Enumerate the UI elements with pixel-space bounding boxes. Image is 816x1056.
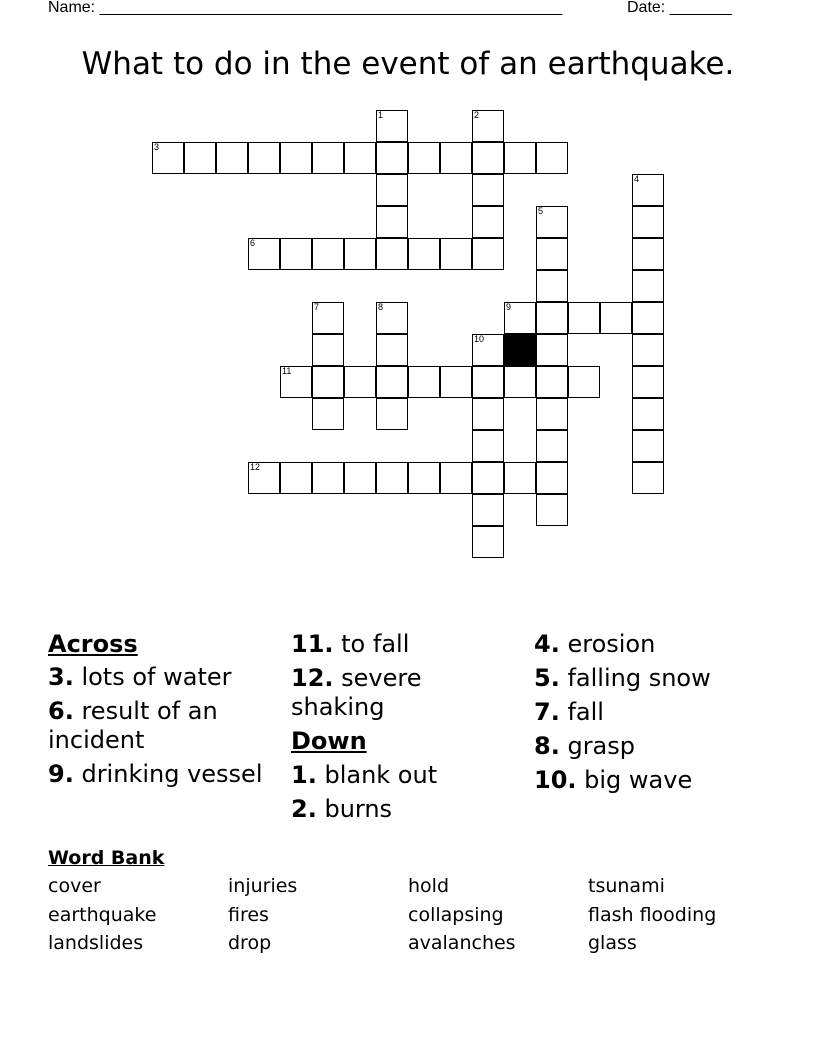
grid-cell[interactable]	[312, 238, 344, 270]
grid-cell[interactable]	[376, 206, 408, 238]
grid-cell[interactable]	[536, 302, 568, 334]
grid-cell[interactable]	[472, 174, 504, 206]
word-bank-item: hold	[408, 875, 450, 897]
word-bank-item: flash flooding	[588, 904, 717, 926]
grid-cell[interactable]	[632, 238, 664, 270]
clue-number: 1	[378, 110, 384, 120]
grid-cell[interactable]	[440, 462, 472, 494]
grid-cell[interactable]	[536, 462, 568, 494]
grid-cell[interactable]	[312, 334, 344, 366]
grid-cell[interactable]	[152, 142, 184, 174]
grid-cell[interactable]	[504, 142, 536, 174]
grid-cell[interactable]	[248, 142, 280, 174]
grid-cell[interactable]	[184, 142, 216, 174]
grid-cell[interactable]	[440, 238, 472, 270]
word-bank-item: drop	[228, 932, 272, 954]
word-bank-item: earthquake	[48, 904, 157, 926]
grid-cell[interactable]	[472, 334, 504, 366]
grid-cell[interactable]	[536, 206, 568, 238]
clues-column-3	[534, 630, 794, 800]
clue-number: 3	[154, 142, 160, 152]
grid-cell[interactable]	[440, 142, 472, 174]
word-bank-item: tsunami	[588, 875, 665, 897]
grid-cell[interactable]	[408, 142, 440, 174]
word-bank-item: avalanches	[408, 932, 516, 954]
clue-down-7: 7. fall	[534, 698, 604, 726]
clue-across-6: 6. result of an incident	[48, 697, 218, 754]
clue-number: 8	[378, 302, 384, 312]
grid-cell[interactable]	[632, 174, 664, 206]
grid-cell[interactable]	[600, 302, 632, 334]
grid-cell[interactable]	[312, 142, 344, 174]
grid-cell[interactable]	[312, 462, 344, 494]
grid-cell[interactable]	[312, 398, 344, 430]
grid-cell[interactable]	[568, 366, 600, 398]
clue-number: 2	[474, 110, 480, 120]
grid-cell[interactable]	[536, 142, 568, 174]
grid-cell[interactable]	[344, 462, 376, 494]
grid-cell[interactable]	[536, 430, 568, 462]
grid-cell[interactable]	[376, 238, 408, 270]
clue-across-12: 12. severe shaking	[291, 664, 422, 721]
grid-cell[interactable]	[376, 366, 408, 398]
grid-cell[interactable]	[280, 366, 312, 398]
grid-cell[interactable]	[280, 142, 312, 174]
grid-cell[interactable]	[472, 366, 504, 398]
grid-cell[interactable]	[536, 334, 568, 366]
clue-number: 11	[282, 366, 292, 376]
grid-cell[interactable]	[632, 302, 664, 334]
grid-cell[interactable]	[504, 302, 536, 334]
grid-cell[interactable]	[632, 206, 664, 238]
name-field-label: Name: ____________________________________________________	[48, 0, 563, 16]
clue-down-8: 8. grasp	[534, 732, 636, 760]
clue-number: 5	[538, 206, 544, 216]
grid-cell[interactable]	[408, 366, 440, 398]
grid-cell[interactable]	[472, 430, 504, 462]
grid-cell[interactable]	[376, 462, 408, 494]
grid-cell[interactable]	[504, 462, 536, 494]
grid-cell[interactable]	[376, 142, 408, 174]
grid-cell[interactable]	[472, 142, 504, 174]
grid-cell[interactable]	[344, 366, 376, 398]
clue-number: 12	[250, 462, 261, 472]
clue-down-1: 1. blank out	[291, 761, 438, 789]
date-field-label: Date: _______	[627, 0, 732, 16]
across-heading: Across	[48, 630, 138, 658]
clue-across-11: 11. to fall	[291, 630, 410, 658]
grid-cell[interactable]	[280, 238, 312, 270]
word-bank-item: collapsing	[408, 904, 504, 926]
grid-cell[interactable]	[376, 110, 408, 142]
grid-cell[interactable]	[632, 462, 664, 494]
grid-cell[interactable]	[536, 366, 568, 398]
clue-across-3: 3. lots of water	[48, 663, 232, 691]
word-bank-item: cover	[48, 875, 101, 897]
grid-cell[interactable]	[568, 302, 600, 334]
grid-cell[interactable]	[472, 494, 504, 526]
grid-cell[interactable]	[472, 526, 504, 558]
grid-cell[interactable]	[216, 142, 248, 174]
grid-cell[interactable]	[632, 270, 664, 302]
clue-down-4: 4. erosion	[534, 630, 656, 658]
word-bank-title: Word Bank	[48, 847, 165, 869]
grid-cell[interactable]	[472, 462, 504, 494]
clue-down-5: 5. falling snow	[534, 664, 711, 692]
grid-cell[interactable]	[408, 238, 440, 270]
grid-cell[interactable]	[248, 238, 280, 270]
word-bank-item: glass	[588, 932, 637, 954]
grid-cell[interactable]	[632, 334, 664, 366]
grid-cell[interactable]	[376, 334, 408, 366]
grid-cell[interactable]	[472, 398, 504, 430]
grid-cell[interactable]	[376, 398, 408, 430]
clue-number: 6	[250, 238, 256, 248]
grid-cell[interactable]	[632, 398, 664, 430]
blocked-cell	[504, 334, 536, 366]
grid-cell[interactable]	[344, 142, 376, 174]
puzzle-title: What to do in the event of an earthquake.	[81, 46, 735, 82]
grid-cell[interactable]	[376, 174, 408, 206]
down-heading: Down	[291, 727, 367, 755]
grid-cell[interactable]	[472, 206, 504, 238]
grid-cell[interactable]	[312, 302, 344, 334]
grid-cell[interactable]	[536, 494, 568, 526]
grid-cell[interactable]	[376, 302, 408, 334]
clue-down-10: 10. big wave	[534, 766, 693, 794]
grid-cell[interactable]	[408, 462, 440, 494]
grid-cell[interactable]	[632, 366, 664, 398]
clue-across-9: 9. drinking vessel	[48, 760, 263, 788]
grid-cell[interactable]	[312, 366, 344, 398]
word-bank-item: injuries	[228, 875, 298, 897]
grid-cell[interactable]	[344, 238, 376, 270]
clue-number: 4	[634, 174, 640, 184]
grid-cell[interactable]	[504, 366, 536, 398]
grid-cell[interactable]	[632, 430, 664, 462]
clues-column-2	[291, 630, 491, 829]
clue-number: 10	[474, 334, 485, 344]
grid-cell[interactable]	[248, 462, 280, 494]
grid-cell[interactable]	[536, 398, 568, 430]
clue-down-2: 2. burns	[291, 795, 393, 823]
grid-cell[interactable]	[472, 110, 504, 142]
clue-number: 9	[506, 302, 512, 312]
word-bank-item: landslides	[48, 932, 144, 954]
grid-cell[interactable]	[536, 238, 568, 270]
clue-number: 7	[314, 302, 320, 312]
grid-cell[interactable]	[280, 462, 312, 494]
grid-cell[interactable]	[472, 238, 504, 270]
grid-cell[interactable]	[536, 270, 568, 302]
grid-cell[interactable]	[440, 366, 472, 398]
word-bank-item: fires	[228, 904, 269, 926]
clues-column-1	[48, 630, 268, 794]
